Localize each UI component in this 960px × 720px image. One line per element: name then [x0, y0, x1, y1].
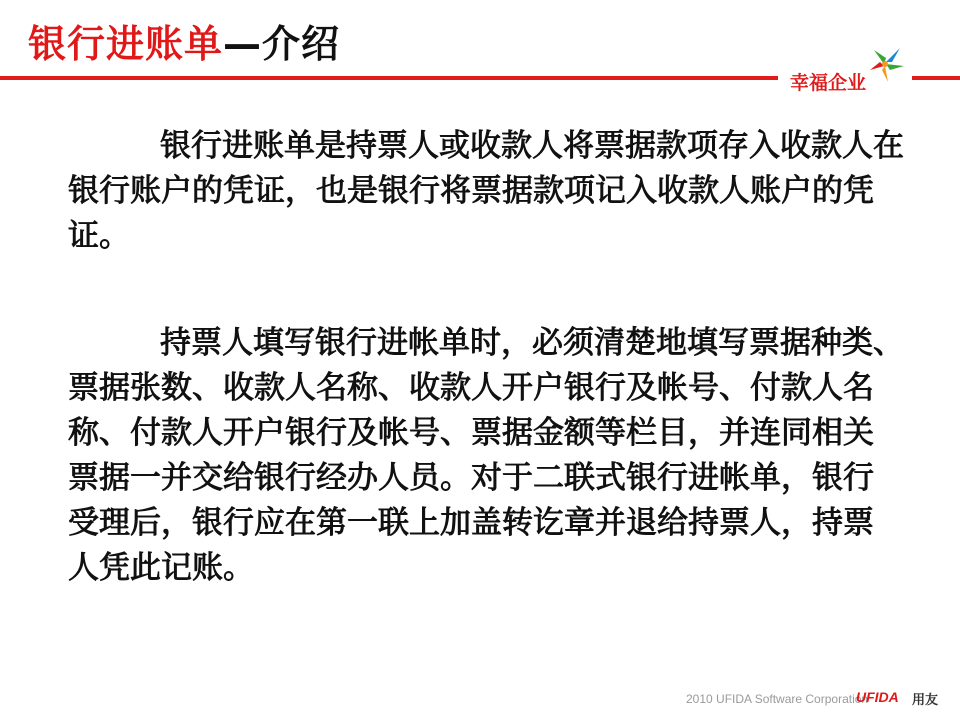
header-rule-right	[912, 76, 960, 80]
star-flower-icon	[866, 44, 906, 84]
header-rule-left	[0, 76, 778, 80]
slide-title	[28, 18, 340, 70]
footer-brand-logo: UFIDA	[856, 689, 899, 705]
company-logo	[790, 44, 910, 96]
slide-title-sub: —介绍	[223, 22, 341, 66]
paragraph-intro: 银行进账单是持票人或收款人将票据款项存入收款人在银行账户的凭证，也是银行将票据款项记入收款人账户的凭证。	[68, 128, 904, 254]
logo-text: 幸福企业	[790, 72, 867, 94]
paragraph-filling-instructions: 持票人填写银行进帐单时，必须清楚地填写票据种类、票据张数、收款人名称、收款人开户银行及帐号、付款人名称、付款人开户银行及帐号、票据金额等栏目，并连同相关票据一并交给银行经办人员。对于二联式银行进帐单，银行受理后，银行应在第一联上加盖转讫章并退给持票人，持票人凭此记账。	[68, 325, 904, 586]
footer-copyright: 2010 UFIDA Software Corporation	[686, 692, 869, 706]
slide-title-main: 银行进账单	[28, 22, 224, 66]
footer-brand-cn: 用友	[912, 693, 939, 708]
